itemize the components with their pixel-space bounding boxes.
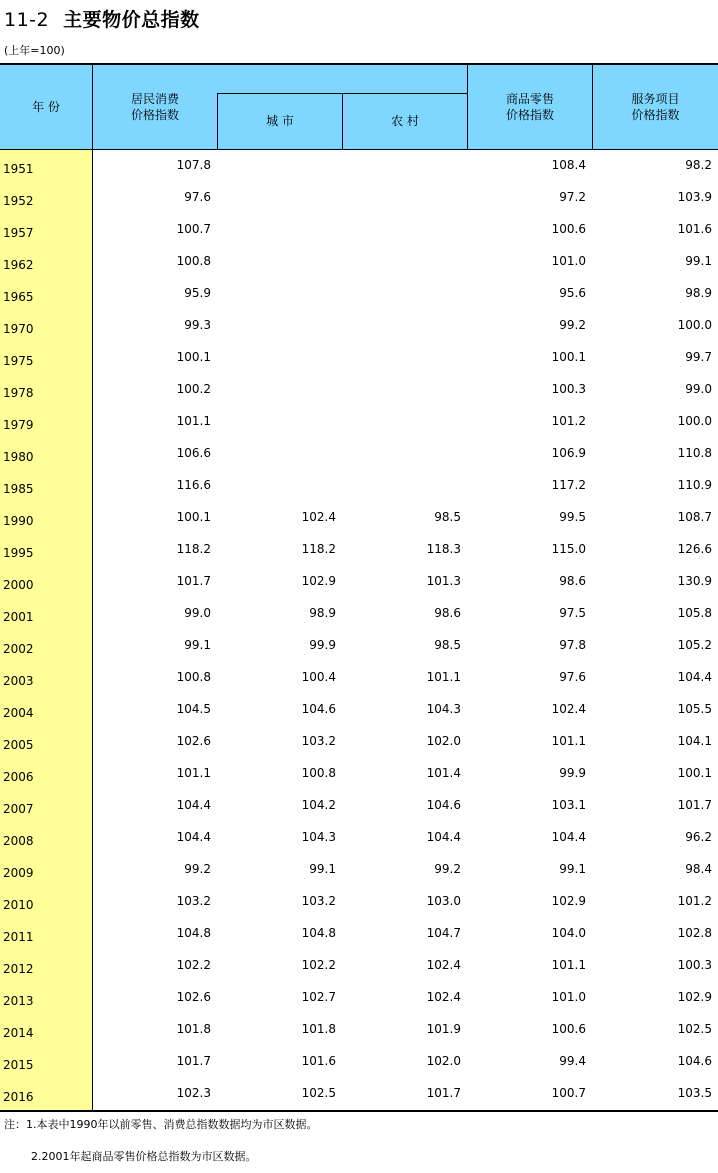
table-row [0,566,718,598]
header-service: 服务项目 价格指数 [631,92,680,122]
service-cell: 100.3 [677,958,712,972]
rural-cell: 104.6 [426,798,461,812]
table-row [0,502,718,534]
service-cell: 99.7 [685,350,712,364]
cpi-cell: 106.6 [176,446,211,460]
table-body [0,150,718,1110]
cpi-cell: 101.1 [176,766,211,780]
year-cell: 2016 [0,1078,92,1110]
cpi-cell: 101.7 [176,1054,211,1068]
year-cell: 2009 [0,854,92,886]
note-1: 注：1.本表中1990年以前零售、消费总指数数据均为市区数据。 [4,1118,318,1131]
table-title: 主要物价总指数 [63,9,200,31]
table-row [0,694,718,726]
rural-cell: 98.6 [434,606,461,620]
service-cell: 126.6 [677,542,712,556]
rural-cell: 99.2 [434,862,461,876]
rural-cell: 101.4 [426,766,461,780]
retail-cell: 100.6 [551,1022,586,1036]
rural-cell: 98.5 [434,510,461,524]
table-row [0,950,718,982]
price-index-table [0,63,718,1112]
retail-cell: 102.4 [551,702,586,716]
urban-cell: 104.6 [301,702,336,716]
retail-cell: 101.2 [551,414,586,428]
urban-cell: 100.4 [301,670,336,684]
year-cell: 1979 [0,406,92,438]
year-cell: 2005 [0,726,92,758]
urban-cell [218,374,342,406]
rural-cell [343,310,467,342]
year-cell: 1970 [0,310,92,342]
cpi-cell: 102.6 [176,734,211,748]
table-row [0,150,718,182]
urban-cell: 99.9 [309,638,336,652]
urban-cell: 101.8 [301,1022,336,1036]
year-cell: 1952 [0,182,92,214]
cpi-cell: 100.8 [176,670,211,684]
year-cell: 2013 [0,982,92,1014]
retail-cell: 101.0 [551,990,586,1004]
service-cell: 110.8 [677,446,712,460]
table-row [0,982,718,1014]
table-row [0,246,718,278]
urban-cell [218,182,342,214]
urban-cell [218,406,342,438]
table-row [0,1014,718,1046]
service-cell: 104.6 [677,1054,712,1068]
urban-cell: 118.2 [301,542,336,556]
service-cell: 103.5 [677,1086,712,1100]
rural-cell: 103.0 [426,894,461,908]
header-cpi: 居民消费 价格指数 [130,92,179,122]
table-row [0,470,718,502]
year-cell: 1957 [0,214,92,246]
table-row [0,534,718,566]
retail-cell: 99.5 [559,510,586,524]
table-row [0,598,718,630]
cpi-cell: 102.3 [176,1086,211,1100]
year-cell: 2006 [0,758,92,790]
note-2: 2.2001年起商品零售价格总指数为市区数据。 [31,1150,257,1163]
rural-cell [343,150,467,182]
service-cell: 98.2 [685,158,712,172]
table-row [0,918,718,950]
year-cell: 2015 [0,1046,92,1078]
table-row [0,790,718,822]
rural-cell [343,182,467,214]
urban-cell: 102.7 [301,990,336,1004]
year-cell: 1962 [0,246,92,278]
table-notes [4,1118,318,1163]
header-divider [592,65,593,149]
year-cell: 1990 [0,502,92,534]
rural-cell: 101.7 [426,1086,461,1100]
year-cell: 2008 [0,822,92,854]
urban-cell: 98.9 [309,606,336,620]
table-row [0,758,718,790]
service-cell: 101.7 [677,798,712,812]
retail-cell: 100.1 [551,350,586,364]
table-row [0,822,718,854]
cpi-cell: 100.8 [176,254,211,268]
header-rural: 农 村 [391,114,419,128]
cpi-cell: 99.0 [184,606,211,620]
table-row [0,726,718,758]
rural-cell: 101.1 [426,670,461,684]
header-urban: 城 市 [266,114,294,128]
cpi-cell: 101.8 [176,1022,211,1036]
table-row [0,630,718,662]
year-cell: 2003 [0,662,92,694]
urban-cell: 99.1 [309,862,336,876]
cpi-cell: 118.2 [176,542,211,556]
urban-cell: 102.9 [301,574,336,588]
service-cell: 98.9 [685,286,712,300]
rural-cell: 118.3 [426,542,461,556]
retail-cell: 100.7 [551,1086,586,1100]
year-cell: 1975 [0,342,92,374]
service-cell: 99.1 [685,254,712,268]
year-cell: 1951 [0,150,92,182]
rural-cell [343,246,467,278]
retail-cell: 97.6 [559,670,586,684]
cpi-cell: 100.1 [176,510,211,524]
urban-cell [218,278,342,310]
rural-cell [343,278,467,310]
retail-cell: 106.9 [551,446,586,460]
urban-cell: 101.6 [301,1054,336,1068]
table-row [0,182,718,214]
cpi-cell: 104.4 [176,798,211,812]
urban-cell: 102.4 [301,510,336,524]
rural-cell: 104.7 [426,926,461,940]
table-row [0,310,718,342]
rural-cell: 101.9 [426,1022,461,1036]
cpi-cell: 100.1 [176,350,211,364]
service-cell: 105.5 [677,702,712,716]
rural-cell [343,374,467,406]
urban-cell [218,150,342,182]
service-cell: 105.8 [677,606,712,620]
table-row [0,342,718,374]
cpi-cell: 101.1 [176,414,211,428]
rural-cell: 102.4 [426,990,461,1004]
urban-cell: 103.2 [301,894,336,908]
service-cell: 102.8 [677,926,712,940]
cpi-cell: 99.1 [184,638,211,652]
service-cell: 100.0 [677,318,712,332]
table-row [0,854,718,886]
urban-cell: 104.2 [301,798,336,812]
cpi-cell: 99.2 [184,862,211,876]
cpi-cell: 116.6 [176,478,211,492]
year-cell: 1978 [0,374,92,406]
retail-cell: 103.1 [551,798,586,812]
table-row [0,278,718,310]
retail-cell: 104.4 [551,830,586,844]
table-number: 11-2 [4,9,50,31]
header-subdivider [217,93,468,94]
retail-cell: 99.4 [559,1054,586,1068]
retail-cell: 97.2 [559,190,586,204]
service-cell: 130.9 [677,574,712,588]
year-cell: 2007 [0,790,92,822]
cpi-cell: 99.3 [184,318,211,332]
table-row [0,1046,718,1078]
rural-cell: 98.5 [434,638,461,652]
service-cell: 99.0 [685,382,712,396]
rural-cell [343,214,467,246]
service-cell: 108.7 [677,510,712,524]
rural-cell [343,406,467,438]
retail-cell: 108.4 [551,158,586,172]
retail-cell: 104.0 [551,926,586,940]
urban-cell: 103.2 [301,734,336,748]
year-cell: 2001 [0,598,92,630]
cpi-cell: 100.2 [176,382,211,396]
retail-cell: 99.9 [559,766,586,780]
page-title [4,5,200,32]
rural-cell [343,342,467,374]
cpi-cell: 101.7 [176,574,211,588]
service-cell: 105.2 [677,638,712,652]
cpi-cell: 102.6 [176,990,211,1004]
service-cell: 104.4 [677,670,712,684]
table-row [0,374,718,406]
year-cell: 2011 [0,918,92,950]
urban-cell: 104.8 [301,926,336,940]
service-cell: 102.9 [677,990,712,1004]
urban-cell [218,214,342,246]
year-cell: 1995 [0,534,92,566]
retail-cell: 101.0 [551,254,586,268]
table-row [0,214,718,246]
year-cell: 1980 [0,438,92,470]
base-note: (上年=100) [4,44,65,57]
retail-cell: 117.2 [551,478,586,492]
cpi-cell: 103.2 [176,894,211,908]
rural-cell [343,470,467,502]
retail-cell: 100.6 [551,222,586,236]
header-divider [92,65,93,149]
header-year: 年 份 [32,100,60,114]
retail-cell: 101.1 [551,958,586,972]
table-row [0,886,718,918]
service-cell: 100.1 [677,766,712,780]
rural-cell: 101.3 [426,574,461,588]
rural-cell: 102.4 [426,958,461,972]
retail-cell: 97.8 [559,638,586,652]
service-cell: 110.9 [677,478,712,492]
year-cell: 1965 [0,278,92,310]
rural-cell: 104.4 [426,830,461,844]
cpi-cell: 104.8 [176,926,211,940]
service-cell: 100.0 [677,414,712,428]
cpi-cell: 102.2 [176,958,211,972]
cpi-cell: 95.9 [184,286,211,300]
cpi-cell: 107.8 [176,158,211,172]
urban-cell [218,342,342,374]
table-header [0,65,718,150]
retail-cell: 97.5 [559,606,586,620]
retail-cell: 95.6 [559,286,586,300]
retail-cell: 98.6 [559,574,586,588]
urban-cell: 100.8 [301,766,336,780]
cpi-cell: 104.5 [176,702,211,716]
year-cell: 2014 [0,1014,92,1046]
retail-cell: 101.1 [551,734,586,748]
retail-cell: 115.0 [551,542,586,556]
header-divider [467,65,468,149]
header-divider [342,93,343,149]
year-cell: 1985 [0,470,92,502]
urban-cell [218,246,342,278]
urban-cell [218,470,342,502]
retail-cell: 99.2 [559,318,586,332]
table-row [0,662,718,694]
rural-cell: 102.0 [426,1054,461,1068]
service-cell: 101.2 [677,894,712,908]
year-cell: 2002 [0,630,92,662]
service-cell: 96.2 [685,830,712,844]
table-row [0,1078,718,1110]
urban-cell: 104.3 [301,830,336,844]
header-retail: 商品零售 价格指数 [505,92,554,122]
retail-cell: 99.1 [559,862,586,876]
urban-cell [218,438,342,470]
service-cell: 101.6 [677,222,712,236]
year-cell: 2012 [0,950,92,982]
urban-cell: 102.5 [301,1086,336,1100]
retail-cell: 102.9 [551,894,586,908]
rural-cell: 104.3 [426,702,461,716]
retail-cell: 100.3 [551,382,586,396]
service-cell: 103.9 [677,190,712,204]
cpi-cell: 97.6 [184,190,211,204]
rural-cell: 102.0 [426,734,461,748]
year-cell: 2004 [0,694,92,726]
year-cell: 2010 [0,886,92,918]
service-cell: 102.5 [677,1022,712,1036]
year-cell: 2000 [0,566,92,598]
table-row [0,438,718,470]
cpi-cell: 104.4 [176,830,211,844]
header-divider [217,93,218,149]
service-cell: 104.1 [677,734,712,748]
urban-cell [218,310,342,342]
rural-cell [343,438,467,470]
urban-cell: 102.2 [301,958,336,972]
service-cell: 98.4 [685,862,712,876]
cpi-cell: 100.7 [176,222,211,236]
table-row [0,406,718,438]
